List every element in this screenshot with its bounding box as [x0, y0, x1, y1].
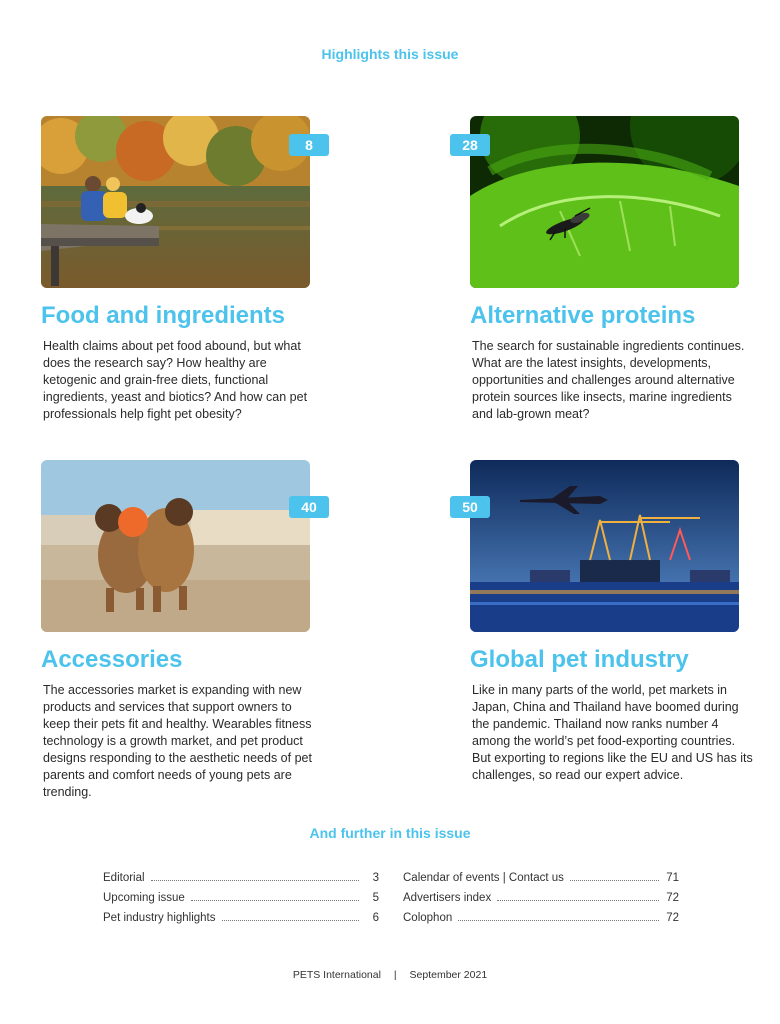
card-description: Health claims about pet food abound, but what does the research say? How healthy are ketogenic and grain-free diets, functional ingredients, yeast and biotics? And how can pet professionals help fight pet obesity? — [43, 339, 308, 421]
toc-leader — [191, 900, 359, 901]
toc-label: Colophon — [403, 912, 453, 924]
toc-label: Upcoming issue — [103, 892, 185, 904]
toc-entry[interactable] — [403, 892, 679, 912]
toc-entry[interactable] — [403, 872, 679, 892]
toc-leader — [151, 880, 359, 881]
card-description: Like in many parts of the world, pet markets in Japan, China and Thailand have boomed during the pandemic. Thailand now ranks number 4 among the world’s pet food-exporting countries. But exporting to regions like the EU and US has its challenges, so read our expert advice. — [472, 683, 753, 782]
page-badge: 28 — [450, 134, 490, 156]
card-title[interactable]: Accessories — [41, 646, 183, 673]
page-badge: 50 — [450, 496, 490, 518]
card-title[interactable]: Alternative proteins — [470, 302, 696, 329]
card-title[interactable]: Global pet industry — [470, 646, 689, 673]
toc-entry[interactable] — [103, 892, 379, 912]
toc-entry[interactable] — [103, 872, 379, 892]
toc-page: 3 — [372, 872, 379, 884]
toc-leader — [497, 900, 659, 901]
two-dogs-with-ball-on-beach-photo — [41, 460, 310, 632]
toc-label: Calendar of events | Contact us — [403, 872, 564, 884]
footer-publication: PETS International — [292, 969, 381, 981]
toc-page: 72 — [666, 892, 679, 904]
card-description: The search for sustainable ingredients continues. What are the latest insights, developments, opportunities and challenges around alternative protein sources like insects, marine ingredients and lab-grown meat? — [472, 339, 745, 421]
section-heading-highlights: Highlights this issue — [321, 46, 459, 62]
toc-right-column — [403, 872, 679, 932]
toc-page: 5 — [372, 892, 379, 904]
toc-leader — [222, 920, 359, 921]
card-title[interactable]: Food and ingredients — [41, 302, 285, 329]
footer-separator: | — [393, 969, 397, 981]
page-footer — [0, 969, 780, 981]
toc-label: Advertisers index — [403, 892, 492, 904]
footer-date: September 2021 — [409, 969, 488, 981]
toc-label: Editorial — [103, 872, 145, 884]
toc-page: 6 — [372, 912, 379, 924]
card-description: The accessories market is expanding with new products and services that support owners to keep their pets fit and healthy. Wearables fitness technology is a growth market, and pet product designs responding to the aesthetic needs of pet parents and comfort needs of young pets are trending. — [43, 683, 312, 799]
toc-leader — [570, 880, 659, 881]
toc-entry[interactable] — [103, 912, 379, 932]
airplane-over-cargo-port-photo — [470, 460, 739, 632]
section-heading-further: And further in this issue — [309, 825, 471, 841]
toc-page: 72 — [666, 912, 679, 924]
page-badge: 8 — [289, 134, 329, 156]
insect-on-leaf-photo — [470, 116, 739, 288]
toc-entry[interactable] — [403, 912, 679, 932]
page-badge: 40 — [289, 496, 329, 518]
toc-page: 71 — [666, 872, 679, 884]
toc-label: Pet industry highlights — [103, 912, 216, 924]
toc-leader — [458, 920, 659, 921]
toc-left-column — [103, 872, 379, 932]
couple-with-dog-by-lake-photo — [41, 116, 310, 288]
